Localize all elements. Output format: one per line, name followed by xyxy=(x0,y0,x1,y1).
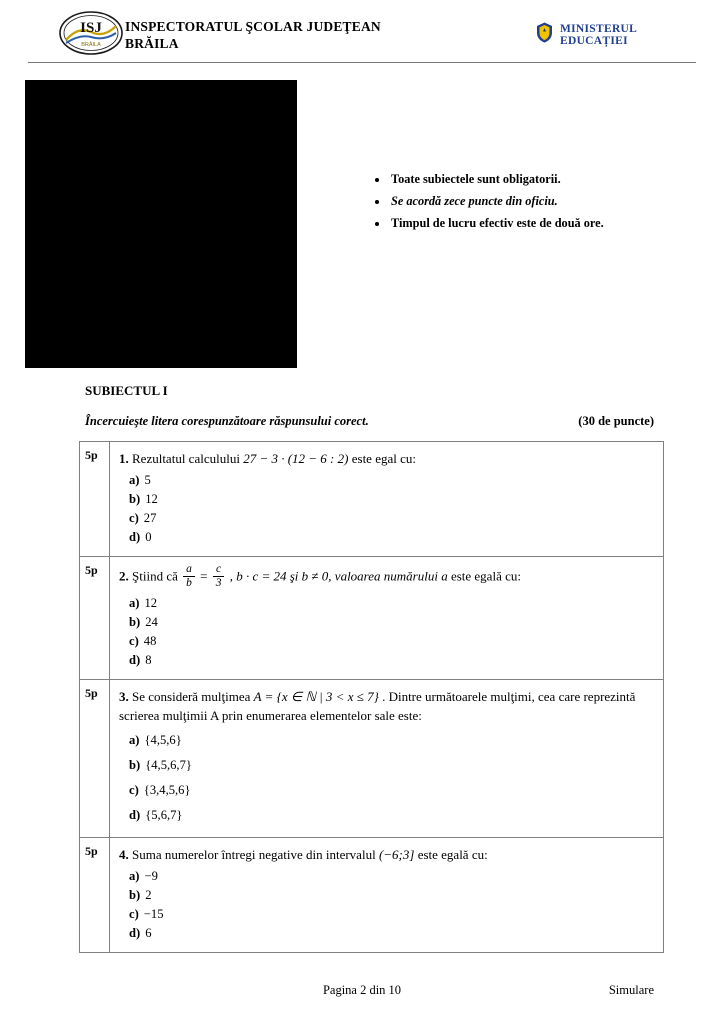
answer-label: d) xyxy=(129,808,141,822)
answer-value: 6 xyxy=(145,926,152,940)
question-points: 5p xyxy=(80,838,110,952)
answer-list xyxy=(119,471,655,547)
isj-logo-icon xyxy=(58,10,124,56)
answer-option[interactable] xyxy=(119,509,655,528)
question-points: 5p xyxy=(80,680,110,837)
ministry-coat-of-arms-icon xyxy=(536,22,553,48)
answer-value: 0 xyxy=(145,530,152,544)
answer-option[interactable] xyxy=(119,867,655,886)
answer-list xyxy=(119,594,655,670)
table-row xyxy=(80,557,663,680)
ministry-label: MINISTERUL EDUCAȚIEI xyxy=(560,23,637,47)
question-number: 2. xyxy=(119,568,129,584)
question-stem-math: A = {x ∈ ℕ | 3 < x ≤ 7} xyxy=(253,689,379,704)
subject-title: SUBIECTUL I xyxy=(85,383,168,398)
institution-title xyxy=(125,18,455,52)
answer-option[interactable] xyxy=(119,905,655,924)
answer-option[interactable] xyxy=(119,924,655,943)
answer-list xyxy=(119,728,655,828)
institution-title-line2: BRĂILA xyxy=(125,36,179,51)
answer-value: −9 xyxy=(144,869,158,883)
svg-text:ISJ: ISJ xyxy=(80,20,102,36)
table-row xyxy=(80,442,663,557)
answer-value: 5 xyxy=(144,473,151,487)
answer-option[interactable] xyxy=(119,490,655,509)
answer-value: 2 xyxy=(145,888,152,902)
answer-label: c) xyxy=(129,634,139,648)
header-divider xyxy=(28,62,696,63)
question-number: 4. xyxy=(119,847,129,862)
fraction-numerator: a xyxy=(183,563,195,577)
fraction-denominator: 3 xyxy=(215,577,222,589)
answer-label: d) xyxy=(129,926,141,940)
answer-value: {4,5,6} xyxy=(144,733,182,747)
question-stem-post: este egală cu: xyxy=(417,847,488,862)
questions-table xyxy=(79,441,664,953)
question-stem-math: (−6;3] xyxy=(378,847,415,862)
answer-label: c) xyxy=(129,907,139,921)
answer-option[interactable] xyxy=(119,778,655,803)
fraction-c-over-3 xyxy=(213,563,225,590)
answer-label: b) xyxy=(129,888,141,902)
question-stem-pre: Ştiind că xyxy=(132,568,182,584)
answer-value: 27 xyxy=(143,511,157,525)
question-stem xyxy=(119,564,655,591)
redacted-image-block xyxy=(25,80,297,368)
exam-notes xyxy=(372,168,672,234)
answer-label: b) xyxy=(129,492,141,506)
question-cell xyxy=(110,557,663,679)
question-stem-post: este egală cu: xyxy=(450,568,521,584)
answer-value: −15 xyxy=(143,907,164,921)
question-stem-mid: , b · c = 24 şi b ≠ 0, valoarea numărului xyxy=(229,568,442,584)
question-stem xyxy=(119,845,655,864)
table-row xyxy=(80,838,663,952)
answer-option[interactable] xyxy=(119,753,655,778)
document-header xyxy=(28,8,696,64)
question-stem-post: . Dintre următoarele mulţimi, cea care reprezintă scrierea mulţimii A prin enumerarea elementelor sale este: xyxy=(119,689,636,723)
answer-label: b) xyxy=(129,758,141,772)
answer-value: {4,5,6,7} xyxy=(145,758,192,772)
fraction-denominator: b xyxy=(186,577,192,589)
question-stem-post: este egal cu: xyxy=(351,451,416,466)
answer-option[interactable] xyxy=(119,886,655,905)
answer-value: 12 xyxy=(145,492,158,506)
answer-value: 48 xyxy=(143,634,157,648)
fraction-numerator: c xyxy=(213,563,225,577)
ministry-block xyxy=(536,22,696,48)
answer-label: d) xyxy=(129,653,141,667)
footer-page-number: Pagina 2 din 10 xyxy=(322,983,402,997)
answer-value: 12 xyxy=(144,596,158,610)
question-stem-pre: Rezultatul calculului xyxy=(132,451,244,466)
answer-option[interactable] xyxy=(119,613,655,632)
answer-label: a) xyxy=(129,596,140,610)
question-stem-variable: a xyxy=(441,568,448,584)
answer-option[interactable] xyxy=(119,651,655,670)
question-stem xyxy=(119,449,655,468)
footer-label: Simulare xyxy=(608,983,654,997)
question-cell xyxy=(110,838,663,952)
answer-label: a) xyxy=(129,733,140,747)
answer-option[interactable] xyxy=(119,594,655,613)
question-points: 5p xyxy=(80,557,110,679)
subject-instruction: Încercuieşte litera corespunzătoare răspunsului corect. xyxy=(85,414,369,428)
question-stem xyxy=(119,687,655,725)
question-number: 3. xyxy=(119,689,129,704)
question-points: 5p xyxy=(80,442,110,556)
answer-value: {5,6,7} xyxy=(145,808,183,822)
equals-sign: = xyxy=(200,568,208,584)
answer-label: b) xyxy=(129,615,141,629)
subject-points: (30 de puncte) xyxy=(578,414,654,428)
answer-list xyxy=(119,867,655,943)
question-stem-math: 27 − 3 · (12 − 6 : 2) xyxy=(243,451,349,466)
answer-value: {3,4,5,6} xyxy=(143,783,191,797)
svg-text:BRĂILA: BRĂILA xyxy=(81,42,101,48)
answer-label: c) xyxy=(129,511,139,525)
answer-value: 24 xyxy=(145,615,158,629)
question-cell xyxy=(110,680,663,837)
question-number: 1. xyxy=(119,451,129,466)
answer-label: c) xyxy=(129,783,139,797)
question-stem-pre: Suma numerelor întregi negative din intervalul xyxy=(132,847,379,862)
answer-option[interactable] xyxy=(119,803,655,828)
answer-label: d) xyxy=(129,530,141,544)
answer-option[interactable] xyxy=(119,728,655,753)
answer-label: a) xyxy=(129,473,140,487)
answer-label: a) xyxy=(129,869,140,883)
answer-option[interactable] xyxy=(119,528,655,547)
answer-value: 8 xyxy=(145,653,152,667)
answer-option[interactable] xyxy=(119,471,655,490)
institution-title-line1: INSPECTORATUL ŞCOLAR JUDEŢEAN xyxy=(125,19,381,34)
question-cell xyxy=(110,442,663,556)
fraction-a-over-b xyxy=(183,563,195,590)
answer-option[interactable] xyxy=(119,632,655,651)
exam-note-item: • Timpul de lucru efectiv este de două ore. xyxy=(389,212,672,234)
exam-note-item: • Se acordă zece puncte din oficiu. xyxy=(389,190,672,212)
exam-note-item: • Toate subiectele sunt obligatorii. xyxy=(389,168,672,190)
question-stem-pre: Se consideră mulţimea xyxy=(132,689,254,704)
table-row xyxy=(80,680,663,838)
